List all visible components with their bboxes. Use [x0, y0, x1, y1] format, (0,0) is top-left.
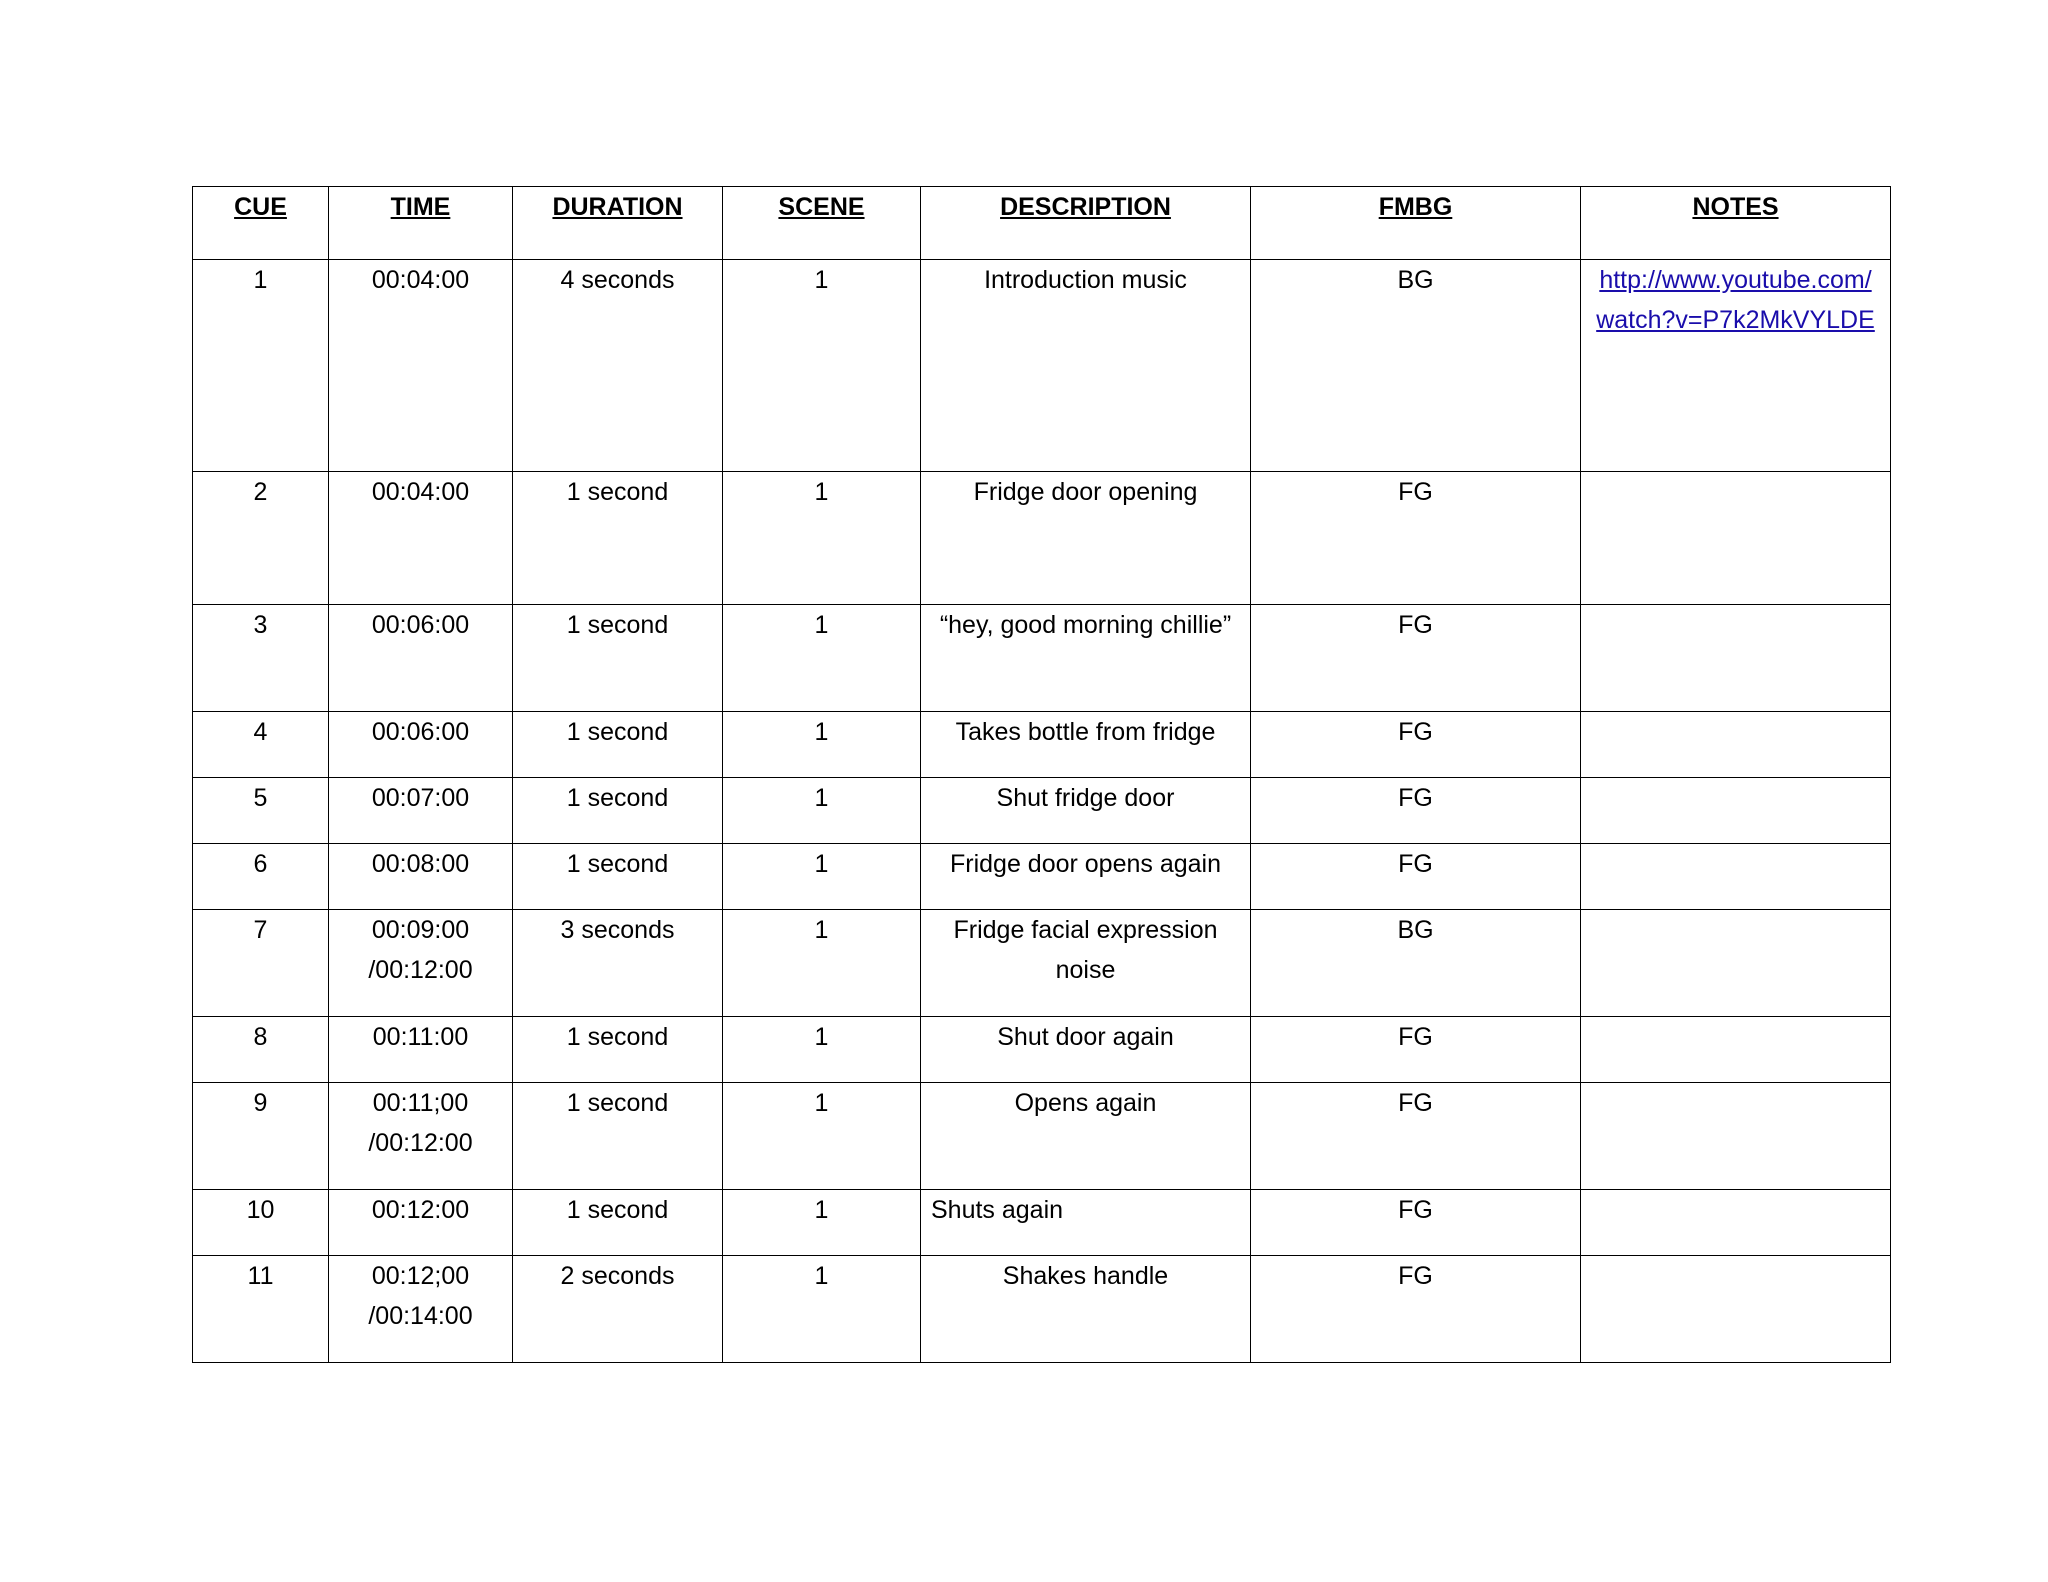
table-row [193, 844, 1891, 910]
fmbg-cell: BG [1251, 910, 1581, 1017]
notes-cell [1581, 844, 1891, 910]
table-row [193, 1256, 1891, 1363]
scene-cell: 1 [723, 1083, 921, 1190]
cue-cell: 1 [193, 260, 329, 472]
scene-cell: 1 [723, 1190, 921, 1256]
duration-cell: 1 second [513, 1017, 723, 1083]
fmbg-cell: FG [1251, 472, 1581, 605]
fmbg-cell: FG [1251, 1190, 1581, 1256]
notes-cell [1581, 472, 1891, 605]
table-row [193, 605, 1891, 712]
fmbg-cell: FG [1251, 712, 1581, 778]
scene-cell: 1 [723, 910, 921, 1017]
cue-sheet-table [192, 186, 1891, 1363]
notes-cell [1581, 712, 1891, 778]
description-cell: Shuts again [921, 1190, 1251, 1256]
table-row [193, 1083, 1891, 1190]
cue-cell: 10 [193, 1190, 329, 1256]
duration-cell: 1 second [513, 605, 723, 712]
scene-cell: 1 [723, 260, 921, 472]
scene-cell: 1 [723, 605, 921, 712]
description-cell: Fridge door opens again [921, 844, 1251, 910]
header-scene: SCENE [723, 187, 921, 260]
duration-cell: 2 seconds [513, 1256, 723, 1363]
cue-cell: 5 [193, 778, 329, 844]
cue-cell: 6 [193, 844, 329, 910]
time-cell: 00:06:00 [329, 605, 513, 712]
description-cell: Shut fridge door [921, 778, 1251, 844]
description-cell: Introduction music [921, 260, 1251, 472]
header-description: DESCRIPTION [921, 187, 1251, 260]
table-row [193, 778, 1891, 844]
duration-cell: 1 second [513, 1190, 723, 1256]
time-cell: 00:04:00 [329, 260, 513, 472]
youtube-link[interactable]: http://www.youtube.com/watch?v=P7k2MkVYLDE [1596, 266, 1875, 334]
description-cell: Fridge door opening [921, 472, 1251, 605]
table-row [193, 712, 1891, 778]
table-row [193, 472, 1891, 605]
time-cell: 00:04:00 [329, 472, 513, 605]
duration-cell: 1 second [513, 712, 723, 778]
time-cell: 00:06:00 [329, 712, 513, 778]
scene-cell: 1 [723, 1017, 921, 1083]
scene-cell: 1 [723, 778, 921, 844]
fmbg-cell: FG [1251, 1083, 1581, 1190]
fmbg-cell: FG [1251, 778, 1581, 844]
time-cell: 00:11:00 [329, 1017, 513, 1083]
table-row [193, 260, 1891, 472]
description-cell: Shakes handle [921, 1256, 1251, 1363]
header-time: TIME [329, 187, 513, 260]
table-row [193, 910, 1891, 1017]
notes-cell [1581, 260, 1891, 472]
table-row [193, 1017, 1891, 1083]
description-cell: Takes bottle from fridge [921, 712, 1251, 778]
header-row [193, 187, 1891, 260]
table-row [193, 1190, 1891, 1256]
duration-cell: 4 seconds [513, 260, 723, 472]
time-cell: 00:12;00 /00:14:00 [329, 1256, 513, 1363]
notes-cell [1581, 1190, 1891, 1256]
notes-cell [1581, 605, 1891, 712]
cue-cell: 7 [193, 910, 329, 1017]
scene-cell: 1 [723, 1256, 921, 1363]
header-duration: DURATION [513, 187, 723, 260]
duration-cell: 1 second [513, 844, 723, 910]
time-cell: 00:09:00 /00:12:00 [329, 910, 513, 1017]
time-cell: 00:12:00 [329, 1190, 513, 1256]
cue-cell: 3 [193, 605, 329, 712]
duration-cell: 3 seconds [513, 910, 723, 1017]
notes-cell [1581, 778, 1891, 844]
cue-cell: 8 [193, 1017, 329, 1083]
description-cell: Shut door again [921, 1017, 1251, 1083]
duration-cell: 1 second [513, 1083, 723, 1190]
fmbg-cell: FG [1251, 1256, 1581, 1363]
time-cell: 00:11;00 /00:12:00 [329, 1083, 513, 1190]
header-notes: NOTES [1581, 187, 1891, 260]
header-fmbg: FMBG [1251, 187, 1581, 260]
notes-cell [1581, 1017, 1891, 1083]
cue-cell: 11 [193, 1256, 329, 1363]
scene-cell: 1 [723, 712, 921, 778]
scene-cell: 1 [723, 844, 921, 910]
cue-cell: 9 [193, 1083, 329, 1190]
time-cell: 00:07:00 [329, 778, 513, 844]
fmbg-cell: BG [1251, 260, 1581, 472]
notes-cell [1581, 1256, 1891, 1363]
time-cell: 00:08:00 [329, 844, 513, 910]
fmbg-cell: FG [1251, 605, 1581, 712]
header-cue: CUE [193, 187, 329, 260]
cue-cell: 4 [193, 712, 329, 778]
description-cell: Opens again [921, 1083, 1251, 1190]
description-cell: “hey, good morning chillie” [921, 605, 1251, 712]
duration-cell: 1 second [513, 472, 723, 605]
duration-cell: 1 second [513, 778, 723, 844]
notes-cell [1581, 910, 1891, 1017]
description-cell: Fridge facial expression noise [921, 910, 1251, 1017]
scene-cell: 1 [723, 472, 921, 605]
cue-cell: 2 [193, 472, 329, 605]
fmbg-cell: FG [1251, 844, 1581, 910]
notes-cell [1581, 1083, 1891, 1190]
fmbg-cell: FG [1251, 1017, 1581, 1083]
